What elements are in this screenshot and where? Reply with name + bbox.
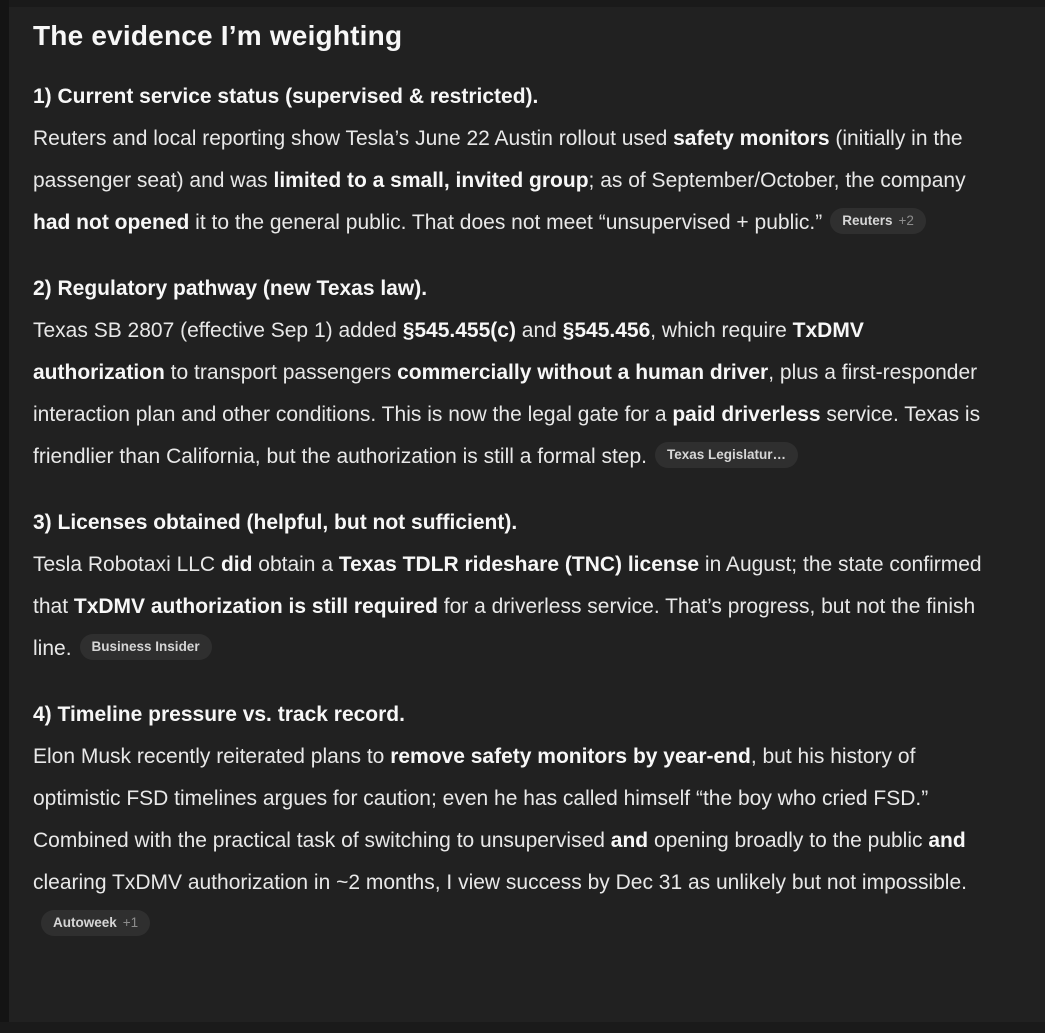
section-heading: 1) Current service status (supervised & restricted).	[33, 85, 539, 108]
bold-text-run: and	[928, 829, 966, 852]
citation-count: +1	[122, 915, 139, 930]
evidence-section	[33, 76, 993, 244]
evidence-section	[33, 694, 993, 946]
bold-text-run: limited to a small, invited group	[273, 169, 589, 192]
body-text-run: ; as of September/October, the company	[588, 169, 966, 192]
bold-text-run: paid driverless	[672, 403, 821, 426]
window-bottom-edge	[0, 1022, 1045, 1033]
bold-text-run: did	[220, 553, 253, 576]
body-text-run: Reuters and local reporting show Tesla’s June 22 Austin rollout used	[33, 127, 674, 150]
bold-text-run: TxDMV authorization is still required	[73, 595, 438, 618]
citation-source-label: Autoweek	[53, 915, 117, 930]
citation-pill[interactable]	[830, 208, 926, 234]
body-text-run: Texas SB 2807 (effective Sep 1) added	[33, 319, 403, 342]
evidence-section	[33, 268, 993, 478]
bold-text-run: §545.456	[562, 319, 651, 342]
message-title: The evidence I’m weighting	[33, 20, 403, 51]
evidence-sections	[33, 76, 993, 946]
section-heading: 4) Timeline pressure vs. track record.	[33, 703, 405, 726]
section-heading: 2) Regulatory pathway (new Texas law).	[33, 277, 428, 300]
body-text-run: , which require	[650, 319, 793, 342]
bold-text-run: TxDMV authorization	[33, 319, 864, 384]
body-text-run: it to the general public. That does not meet “unsupervised + public.”	[189, 211, 823, 234]
citation-pill[interactable]	[41, 910, 150, 936]
body-text-run: to transport passengers	[164, 361, 398, 384]
body-text-run: service. Texas is friendlier than California, but the authorization is still a formal step.	[33, 403, 981, 468]
body-text-run: (initially in the passenger seat) and was	[33, 127, 963, 192]
citation-pill[interactable]	[655, 442, 798, 468]
citation-source-label: Business Insider	[91, 639, 200, 654]
citation-source-label: Reuters	[842, 213, 893, 228]
body-text-run: obtain a	[252, 553, 339, 576]
body-text-run: clearing TxDMV authorization in ~2 months, I view success by Dec 31 as unlikely but not impossible.	[33, 871, 967, 894]
section-heading: 3) Licenses obtained (helpful, but not sufficient).	[33, 511, 518, 534]
body-text-run: Tesla Robotaxi LLC	[33, 553, 221, 576]
bold-text-run: commercially without a human driver	[397, 361, 769, 384]
body-text-run: , plus a first-responder interaction plan and other conditions. This is now the legal gate for a	[33, 361, 978, 426]
bold-text-run: Texas TDLR rideshare (TNC) license	[338, 553, 700, 576]
body-text-run: Elon Musk recently reiterated plans to	[33, 745, 391, 768]
bold-text-run: and	[610, 829, 649, 852]
citation-source-label: Texas Legislatur…	[666, 447, 787, 462]
body-text-run: for a driverless service. That’s progress, but not the finish line.	[33, 595, 976, 660]
bold-text-run: remove safety monitors by year-end	[390, 745, 751, 768]
evidence-section	[33, 502, 993, 670]
body-text-run: opening broadly to the public	[648, 829, 929, 852]
body-text-run: and	[515, 319, 563, 342]
body-text-run: in August; the state confirmed that	[33, 553, 982, 618]
bold-text-run: safety monitors	[673, 127, 830, 150]
bold-text-run: had not opened	[33, 211, 190, 234]
citation-pill[interactable]	[80, 634, 212, 660]
citation-count: +2	[898, 213, 914, 228]
bold-text-run: §545.455(c)	[402, 319, 516, 342]
body-text-run: , but his history of optimistic FSD timelines argues for caution; even he has called himself “the boy who cried FSD.” Combined with the practical task of switching to unsupervised	[33, 745, 929, 852]
